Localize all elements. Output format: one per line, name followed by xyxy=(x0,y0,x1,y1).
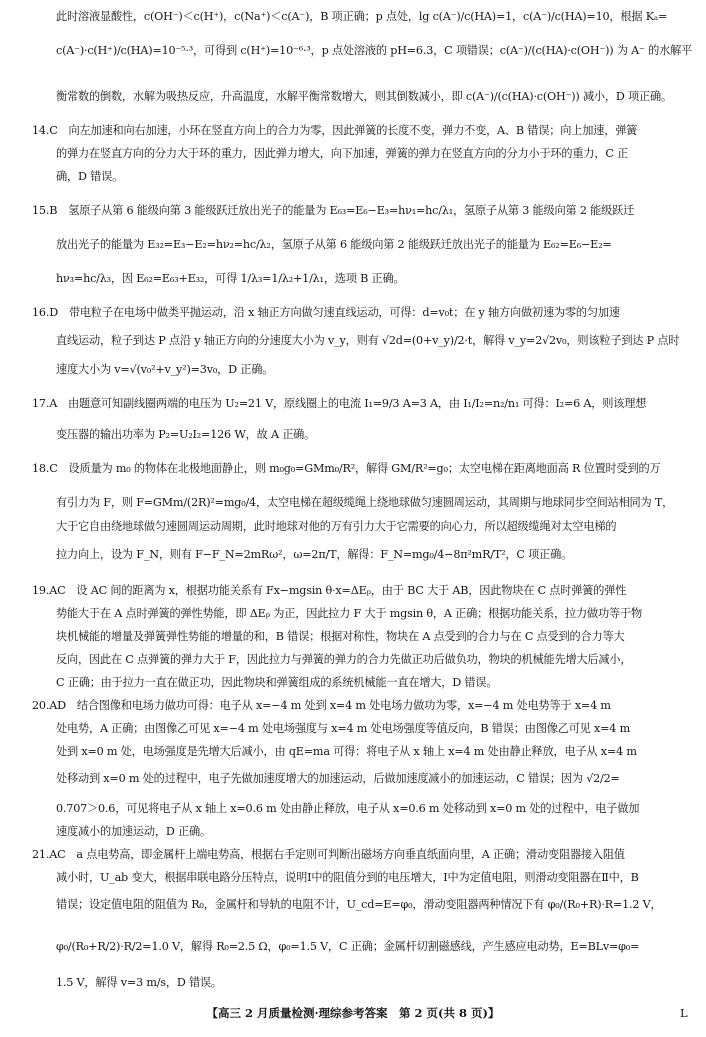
text-line: 错误；设定值电阻的阻值为 R₀，金属杆和导轨的电阻不计，U_cd=E=φ₀，滑动变阻器两种情况下有 φ₀/(R₀+R)·R=1.2 V， xyxy=(56,898,662,911)
text-line: 衡常数的倒数，水解为吸热反应，升高温度，水解平衡常数增大，则其倒数减小，即 c(A⁻)/(c(HA)·c(OH⁻)) 减小，D 项正确。 xyxy=(56,90,672,103)
text-line: 确，D 错误。 xyxy=(56,170,124,183)
text-line: 1.5 V，解得 v=3 m/s，D 错误。 xyxy=(56,976,222,989)
text-line: 的弹力在竖直方向的分力大于环的重力，因此弹力增大，向下加速，弹簧的弹力在竖直方向的分力小于环的重力，C 正 xyxy=(56,147,629,160)
corner-mark: L xyxy=(680,1006,688,1020)
text-line: 0.707＞0.6，可见将电子从 x 轴上 x=0.6 m 处由静止释放，电子从 x=0.6 m 处移动到 x=0 m 处的过程中，电子做加 xyxy=(56,802,640,815)
text-line: 大于它自由绕地球做匀速圆周运动周期，此时地球对他的万有引力大于它需要的向心力，所以超级缆绳对太空电梯的 xyxy=(56,520,617,533)
text-line: 放出光子的能量为 E₃₂=E₃−E₂=hν₂=hc/λ₂，氢原子从第 6 能级向第 2 能级跃迁放出光子的能量为 E₆₂=E₆−E₂= xyxy=(56,238,612,251)
text-line: 减小时，U_ab 变大，根据串联电路分压特点，说明Ⅰ中的阻值分到的电压增大，Ⅰ中为定值电阻，则滑动变阻器在Ⅱ中，B xyxy=(56,871,639,884)
text-line: C 正确；由于拉力一直在做正功，因此物块和弹簧组成的系统机械能一直在增大，D 错误。 xyxy=(56,676,498,689)
text-line: 此时溶液显酸性，c(OH⁻)＜c(H⁺)，c(Na⁺)＜c(A⁻)，B 项正确；p 点处，lg c(A⁻)/c(HA)=1，c(A⁻)/c(HA)=10，根据 Kₐ= xyxy=(56,10,668,23)
text-line: 20.AD 结合图像和电场力做功可得：电子从 x=−4 m 处到 x=4 m 处电场力做功为零，x=−4 m 处电势等于 x=4 m xyxy=(32,699,611,712)
text-line: 17.A 由题意可知副线圈两端的电压为 U₂=21 V，原线圈上的电流 I₁=9/3 A=3 A，由 I₁/I₂=n₂/n₁ 可得：I₂=6 A，则该理想 xyxy=(32,397,647,410)
text-line: 21.AC a 点电势高，即金属杆上端电势高，根据右手定则可判断出磁场方向垂直纸面向里，A 正确；滑动变阻器接入阻值 xyxy=(32,848,625,861)
text-line: φ₀/(R₀+R/2)·R/2=1.0 V，解得 R₀=2.5 Ω，φ₀=1.5 V，C 正确；金属杆切割磁感线，产生感应电动势，E=BLv=φ₀= xyxy=(56,940,640,953)
text-line: 速度大小为 v=√(v₀²+v_y²)=3v₀，D 正确。 xyxy=(56,363,274,376)
text-line: 速度减小的加速运动，D 正确。 xyxy=(56,825,211,838)
text-line: 有引力为 F，则 F=GMm/(2R)²=mg₀/4，太空电梯在超级缆绳上绕地球做匀速圆周运动，其周期与地球同步空间站相同为 T， xyxy=(56,496,674,509)
text-line: 14.C 向左加速和向右加速，小环在竖直方向上的合力为零，因此弹簧的长度不变，弹力不变，A、B 错误；向上加速，弹簧 xyxy=(32,124,638,137)
text-line: 18.C 设质量为 m₀ 的物体在北极地面静止，则 m₀g₀=GMm₀/R²，解得 GM/R²=g₀；太空电梯在距离地面高 R 位置时受到的万 xyxy=(32,462,661,475)
text-line: hν₃=hc/λ₃，因 E₆₂=E₆₃+E₃₂，可得 1/λ₃=1/λ₂+1/λ₁，选项 B 正确。 xyxy=(56,272,405,285)
page-footer: 【高三 2 月质量检测·理综参考答案 第 2 页(共 8 页)】 xyxy=(206,1006,500,1020)
text-line: 19.AC 设 AC 间的距离为 x，根据功能关系有 Fx−mgsin θ·x=ΔEₚ，由于 BC 大于 AB，因此物块在 C 点时弹簧的弹性 xyxy=(32,584,627,597)
text-line: 处电势，A 正确；由图像乙可见 x=−4 m 处电场强度与 x=4 m 处电场强度等值反向，B 错误；由图像乙可见 x=4 m xyxy=(56,722,630,735)
text-line: 15.B 氢原子从第 6 能级向第 3 能级跃迁放出光子的能量为 E₆₃=E₆−E₃=hν₁=hc/λ₁，氢原子从第 3 能级向第 2 能级跃迁 xyxy=(32,204,635,217)
text-line: 直线运动，粒子到达 P 点沿 y 轴正方向的分速度大小为 v_y，则有 √2d=(0+v_y)/2·t，解得 v_y=2√2v₀，则该粒子到达 P 点时 xyxy=(56,334,680,347)
text-line: 块机械能的增量及弹簧弹性势能的增量的和，B 错误；根据对称性，物块在 A 点受到的合力与在 C 点受到的合力等大 xyxy=(56,630,625,643)
text-line: 处移动到 x=0 m 处的过程中，电子先做加速度增大的加速运动，后做加速度减小的加速运动，C 错误；因为 √2/2= xyxy=(56,772,620,785)
text-line: 变压器的输出功率为 P₂=U₂I₂=126 W，故 A 正确。 xyxy=(56,428,316,441)
text-line: 处到 x=0 m 处，电场强度是先增大后减小，由 qE=ma 可得：将电子从 x 轴上 x=4 m 处由静止释放，电子从 x=4 m xyxy=(56,745,637,758)
text-line: 拉力向上，设为 F_N，则有 F−F_N=2mRω²，ω=2π/T，解得：F_N=mg₀/4−8π²mR/T²，C 项正确。 xyxy=(56,548,573,561)
text-line: c(A⁻)·c(H⁺)/c(HA)=10⁻⁵·³，可得到 c(H⁺)=10⁻⁶·³，p 点处溶液的 pH=6.3，C 项错误；c(A⁻)/(c(HA)·c(OH⁻)) 为 A⁻ 的水解平 xyxy=(56,44,693,57)
text-line: 反向，因此在 C 点弹簧的弹力大于 F，因此拉力与弹簧的弹力的合力先做正功后做负功，物块的机械能先增大后减小， xyxy=(56,653,632,666)
text-line: 16.D 带电粒子在电场中做类平抛运动，沿 x 轴正方向做匀速直线运动，可得：d=v₀t；在 y 轴方向做初速为零的匀加速 xyxy=(32,306,620,319)
text-line: 势能大于在 A 点时弹簧的弹性势能，即 ΔEₚ 为正，因此拉力 F 大于 mgsin θ，A 正确；根据功能关系，拉力做功等于物 xyxy=(56,607,642,620)
